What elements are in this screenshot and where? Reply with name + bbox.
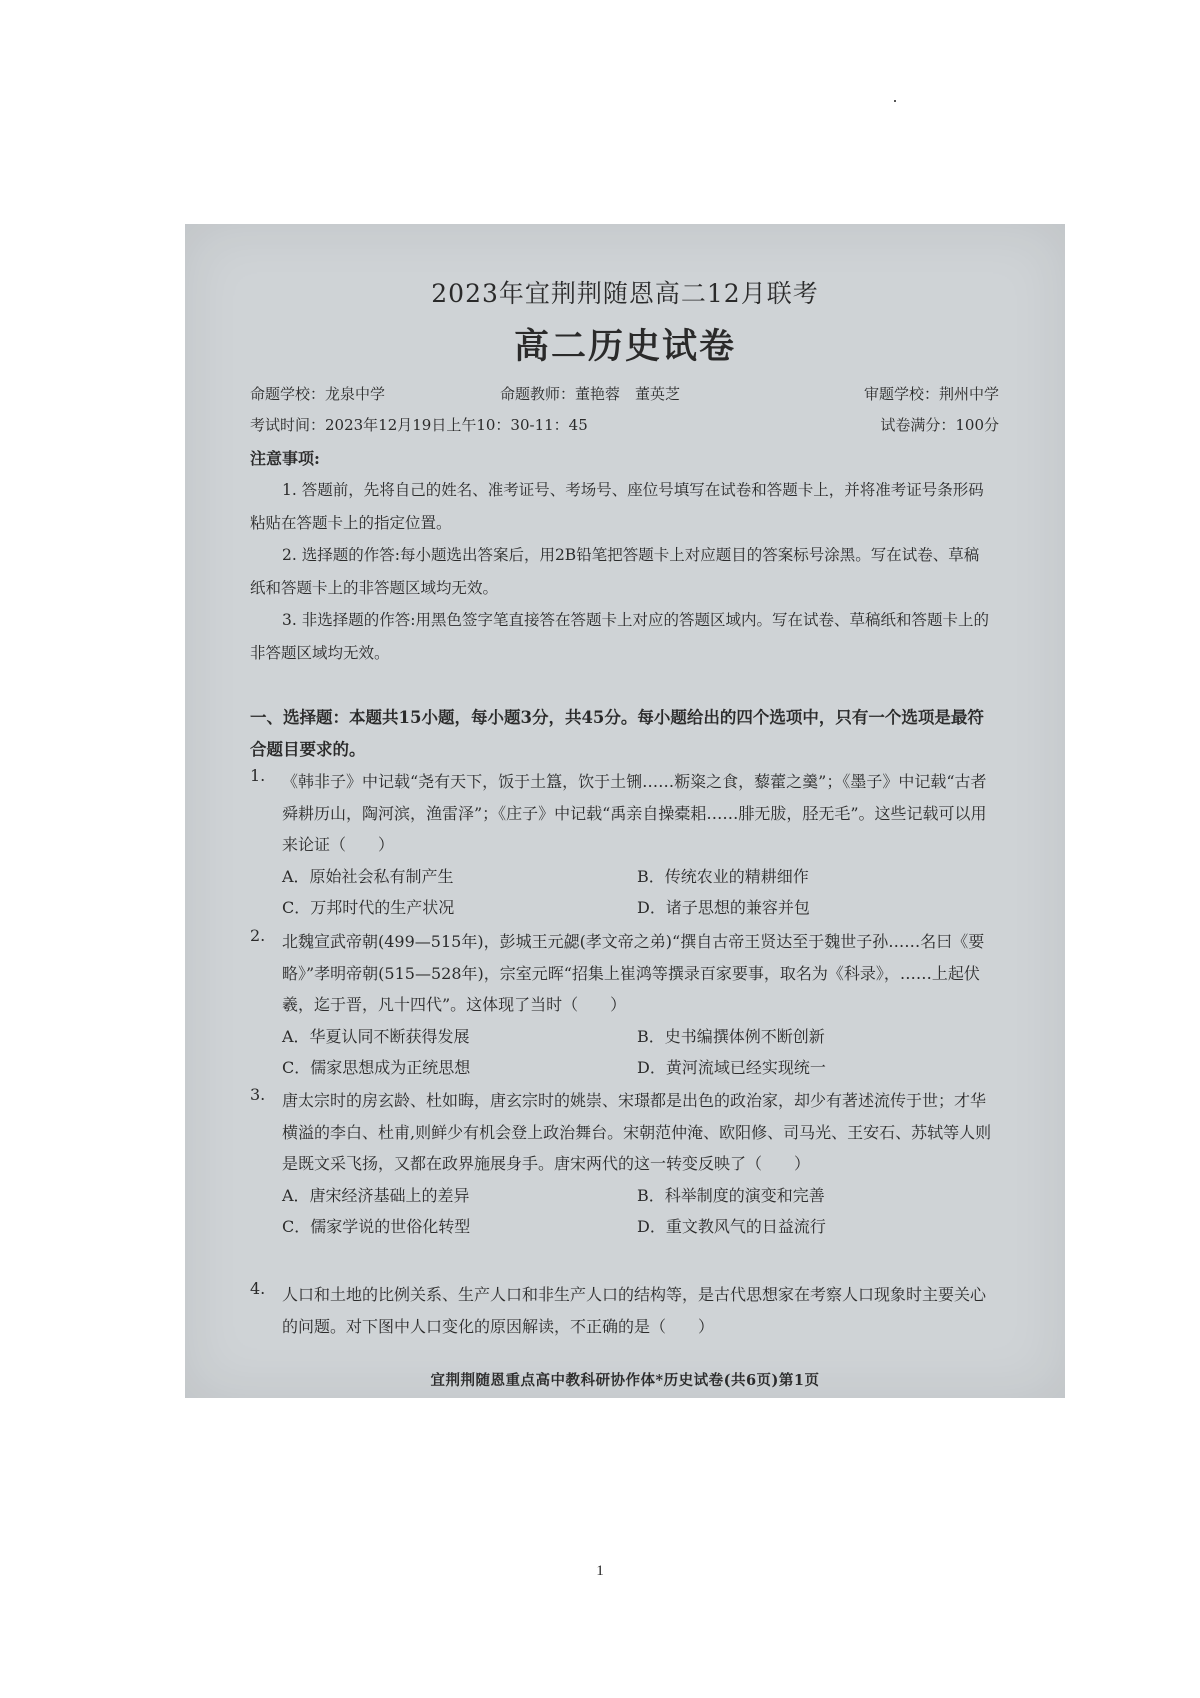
option-a: A．唐宋经济基础上的差异 [282, 1185, 470, 1205]
option-c: C．儒家思想成为正统思想 [282, 1058, 471, 1077]
question-4 [250, 1279, 998, 1342]
question-number: 3. [250, 1085, 266, 1104]
setter-teachers: 命题教师：董艳蓉 董英芝 [500, 385, 681, 403]
note-item: 2. 选择题的作答:每小题选出答案后，用2B铅笔把答题卡上对应题目的答案标号涂黑。写在试卷、草稿纸和答题卡上的非答题区域均无效。 [250, 546, 980, 597]
option-a: A．原始社会私有制产生 [282, 866, 454, 886]
option-b: B．传统农业的精耕细作 [637, 866, 809, 886]
question-3 [250, 1085, 998, 1243]
scan-speck [894, 100, 896, 102]
question-stem: 北魏宣武帝朝(499—515年)，彭城王元勰(孝文帝之弟)“撰自古帝王贤达至于魏世子孙……名曰《要略》”孝明帝朝(515—528年)，宗室元晖“招集上崔鸿等撰录百家要事，取名为《科录》，……上起伏羲，迄于晋，凡十四代”。这体现了当时（ ） [282, 932, 985, 1014]
notes-heading: 注意事项: [250, 449, 320, 468]
option-d: D．诸子思想的兼容并包 [637, 898, 810, 917]
question-options [282, 1021, 998, 1084]
note-item: 1. 答题前，先将自己的姓名、准考证号、考场号、座位号填写在试卷和答题卡上，并将准考证号条形码粘贴在答题卡上的指定位置。 [250, 481, 984, 532]
question-options [282, 1180, 998, 1243]
question-2 [250, 926, 998, 1084]
review-school: 审题学校：荆州中学 [863, 385, 999, 403]
exam-time: 考试时间：2023年12月19日上午10：30-11：45 [250, 416, 588, 434]
setter-school: 命题学校：龙泉中学 [250, 385, 386, 403]
option-c: C．万邦时代的生产状况 [282, 898, 455, 917]
question-stem: 人口和土地的比例关系、生产人口和非生产人口的结构等，是古代思想家在考察人口现象时主要关心的问题。对下图中人口变化的原因解读，不正确的是（ ） [282, 1285, 987, 1336]
question-number: 2. [250, 926, 266, 945]
question-number: 4. [250, 1279, 266, 1298]
exam-page-photo [185, 224, 1065, 1398]
question-stem: 唐太宗时的房玄龄、杜如晦，唐玄宗时的姚崇、宋璟都是出色的政治家，却少有著述流传于世；才华横溢的李白、杜甫,则鲜少有机会登上政治舞台。宋朝范仲淹、欧阳修、司马光、王安石、苏轼等人则是既文采飞扬，又都在政界施展身手。唐宋两代的这一转变反映了（ ） [282, 1091, 992, 1173]
full-score: 试卷满分：100分 [880, 416, 999, 434]
option-b: B．科举制度的演变和完善 [637, 1185, 825, 1205]
question-1 [250, 766, 998, 924]
question-stem: 《韩非子》中记载“尧有天下，饭于土簋，饮于土铏……粝粢之食，藜藿之羹”；《墨子》中记载“古者舜耕历山，陶河滨，渔雷泽”；《庄子》中记载“禹亲自操橐耜……腓无胈，胫无毛”。这些记载可以用来论证（ ） [282, 772, 987, 854]
page-number: 1 [596, 1563, 604, 1579]
question-options [282, 861, 998, 924]
option-d: D．重文教风气的日益流行 [637, 1217, 826, 1236]
option-a: A．华夏认同不断获得发展 [282, 1026, 470, 1046]
question-number: 1. [250, 766, 266, 785]
option-d: D．黄河流域已经实现统一 [637, 1058, 826, 1077]
exam-title: 2023年宜荆荆随恩高二12月联考 [431, 279, 819, 308]
option-c: C．儒家学说的世俗化转型 [282, 1217, 471, 1236]
note-item: 3. 非选择题的作答:用黑色签字笔直接答在答题卡上对应的答题区域内。写在试卷、草稿纸和答题卡上的非答题区域均无效。 [250, 611, 989, 662]
section-heading: 一、选择题：本题共15小题，每小题3分，共45分。每小题给出的四个选项中，只有一个选项是最符合题目要求的。 [250, 708, 984, 759]
page-footer: 宜荆荆随恩重点高中教科研协作体*历史试卷(共6页)第1页 [430, 1372, 820, 1389]
exam-subtitle: 高二历史试卷 [513, 326, 736, 367]
option-b: B．史书编撰体例不断创新 [637, 1026, 825, 1046]
